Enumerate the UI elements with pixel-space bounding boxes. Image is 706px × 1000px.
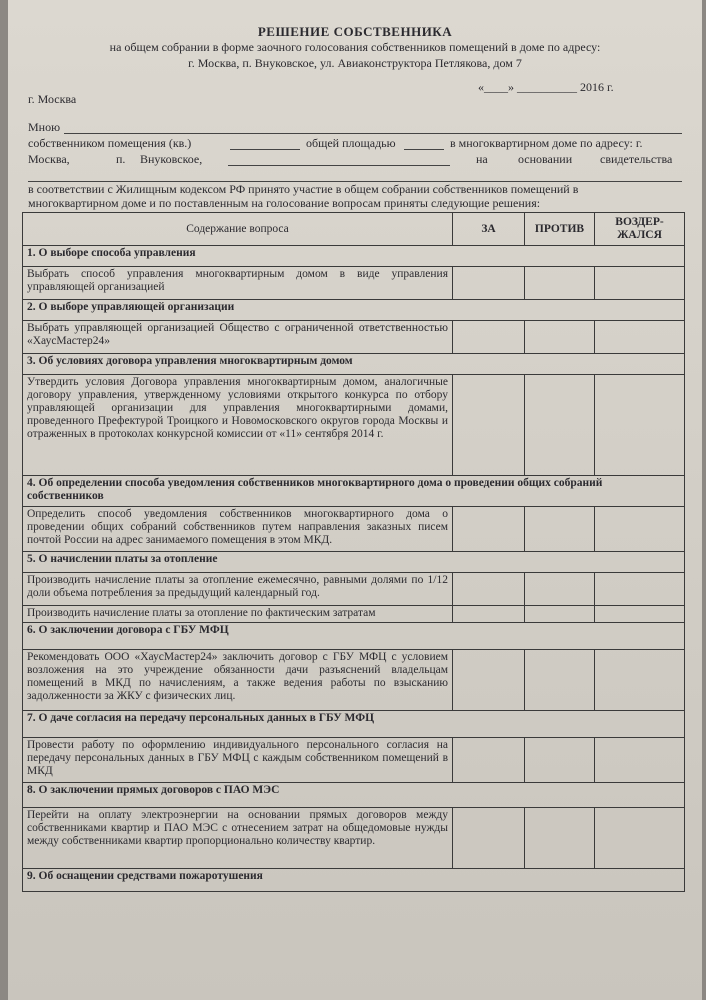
basis-label: на <box>476 152 488 166</box>
document-city: г. Москва <box>28 92 77 106</box>
question-row <box>23 375 685 476</box>
question-text: Производить начисление платы за отопление ежемесячно, равными долями по 1/12 доли объема потребления за предыдущий календарный год. <box>23 573 453 606</box>
subtitle-line-2: г. Москва, п. Внуковское, ул. Авиаконструктора Петлякова, дом 7 <box>188 56 522 70</box>
vote-for-cell[interactable] <box>453 267 525 300</box>
vote-abstain-cell[interactable] <box>595 606 685 623</box>
vote-for-cell[interactable] <box>453 738 525 783</box>
vote-for-cell[interactable] <box>453 507 525 552</box>
section-title: 8. О заключении прямых договоров с ПАО МЭС <box>23 783 685 808</box>
question-row <box>23 606 685 623</box>
vote-for-cell[interactable] <box>453 321 525 354</box>
owner-label: собственником помещения (кв.) <box>28 136 192 150</box>
table-header-row <box>23 213 685 246</box>
question-text: Выбрать способ управления многоквартирным домом в виде управления управляющей организацией <box>23 267 453 300</box>
header-abstained: ВОЗДЕР-ЖАЛСЯ <box>595 213 685 246</box>
question-row <box>23 267 685 300</box>
settlement-label: п. <box>116 152 126 166</box>
section-title: 4. Об определении способа уведомления собственников многоквартирного дома о проведении общих собраний собственников <box>23 476 685 507</box>
vote-for-cell[interactable] <box>453 808 525 869</box>
section-title: 3. Об условиях договора управления многоквартирным домом <box>23 354 685 375</box>
vote-for-cell[interactable] <box>453 606 525 623</box>
law-line-2: многоквартирном доме и по поставленным на голосование вопросам приняты следующие решения: <box>28 196 541 210</box>
vote-against-cell[interactable] <box>525 507 595 552</box>
vote-abstain-cell[interactable] <box>595 267 685 300</box>
apartment-field-line <box>230 149 300 150</box>
section-row <box>23 783 685 808</box>
settlement-name: Внуковское, <box>140 152 203 166</box>
header-for: ЗА <box>453 213 525 246</box>
question-text: Определить способ уведомления собственников многоквартирного дома о проведении общих собраний собственников путем направления заказных писем почтой России на адрес занимаемого помещения в этом МКД. <box>23 507 453 552</box>
question-text: Перейти на оплату электроэнергии на основании прямых договоров между собственниками квартир и ПАО МЭС с отнесением затрат на общедомовые нужды между собственниками квартир пропорционально количеству квартир. <box>23 808 453 869</box>
basis2-label: основании <box>518 152 573 166</box>
section-row <box>23 476 685 507</box>
section-title: 5. О начислении платы за отопление <box>23 552 685 573</box>
section-row <box>23 246 685 267</box>
question-row <box>23 738 685 783</box>
header-question: Содержание вопроса <box>23 213 453 246</box>
document-page <box>8 0 702 1000</box>
header-against: ПРОТИВ <box>525 213 595 246</box>
vote-against-cell[interactable] <box>525 573 595 606</box>
section-row <box>23 300 685 321</box>
building-label: в многоквартирном доме по адресу: г. <box>450 136 643 150</box>
vote-for-cell[interactable] <box>453 375 525 476</box>
law-line-1: в соответствии с Жилищным кодексом РФ принято участие в общем собрании собственников помещений в <box>28 182 579 196</box>
section-row <box>23 711 685 738</box>
vote-against-cell[interactable] <box>525 808 595 869</box>
street-field-line <box>228 165 450 166</box>
section-title: 7. О даче согласия на передачу персональных данных в ГБУ МФЦ <box>23 711 685 738</box>
question-text: Провести работу по оформлению индивидуального персонального согласия на передачу персональных данных в ГБУ МФЦ с каждым собственником помещений в МКД <box>23 738 453 783</box>
name-field-line <box>64 133 682 134</box>
vote-abstain-cell[interactable] <box>595 507 685 552</box>
document-date: «____» __________ 2016 г. <box>478 80 614 94</box>
city-label: Москва, <box>28 152 70 166</box>
vote-abstain-cell[interactable] <box>595 738 685 783</box>
question-row <box>23 507 685 552</box>
section-row <box>23 354 685 375</box>
vote-against-cell[interactable] <box>525 738 595 783</box>
question-text: Производить начисление платы за отопление по фактическим затратам <box>23 606 453 623</box>
subtitle-line-1: на общем собрании в форме заочного голосования собственников помещений в доме по адресу: <box>109 40 601 54</box>
vote-abstain-cell[interactable] <box>595 573 685 606</box>
section-row <box>23 552 685 573</box>
question-row <box>23 321 685 354</box>
voting-table <box>22 212 685 892</box>
section-title: 9. Об оснащении средствами пожаротушения <box>23 869 685 892</box>
question-text: Выбрать управляющей организацией Общество с ограниченной ответственностью «ХаусМастер24» <box>23 321 453 354</box>
question-row <box>23 573 685 606</box>
vote-abstain-cell[interactable] <box>595 650 685 711</box>
section-row <box>23 623 685 650</box>
vote-against-cell[interactable] <box>525 267 595 300</box>
certificate-label: свидетельства <box>600 152 673 166</box>
area-label: общей площадью <box>306 136 396 150</box>
section-row <box>23 869 685 892</box>
question-row <box>23 650 685 711</box>
section-title: 6. О заключении договора с ГБУ МФЦ <box>23 623 685 650</box>
section-title: 2. О выборе управляющей организации <box>23 300 685 321</box>
section-title: 1. О выборе способа управления <box>23 246 685 267</box>
vote-abstain-cell[interactable] <box>595 321 685 354</box>
vote-abstain-cell[interactable] <box>595 375 685 476</box>
vote-against-cell[interactable] <box>525 606 595 623</box>
question-row <box>23 808 685 869</box>
document-title: РЕШЕНИЕ СОБСТВЕННИКА <box>257 24 453 39</box>
question-text: Утвердить условия Договора управления многоквартирным домом, аналогичные договору управления, утвержденному условиями открытого конкурса по отбору управляющей организации для управления многоквартирными домами, проведенного Префектурой Троицкого и Новомосковского округов города Москвы и отраженных в протоколах конкурсной комиссии от «11» сентября 2014 г. <box>23 375 453 476</box>
vote-for-cell[interactable] <box>453 573 525 606</box>
vote-against-cell[interactable] <box>525 321 595 354</box>
vote-against-cell[interactable] <box>525 650 595 711</box>
vote-against-cell[interactable] <box>525 375 595 476</box>
vote-abstain-cell[interactable] <box>595 808 685 869</box>
vote-for-cell[interactable] <box>453 650 525 711</box>
question-text: Рекомендовать ООО «ХаусМастер24» заключить договор с ГБУ МФЦ с условием возложения на это учреждение обязанности дачи разъяснений владельцам помещений в МКД по начислениям, а также ведения работы по взысканию задолженности за ЖКУ с физических лиц. <box>23 650 453 711</box>
area-field-line <box>404 149 444 150</box>
me-label: Мною <box>28 120 61 134</box>
